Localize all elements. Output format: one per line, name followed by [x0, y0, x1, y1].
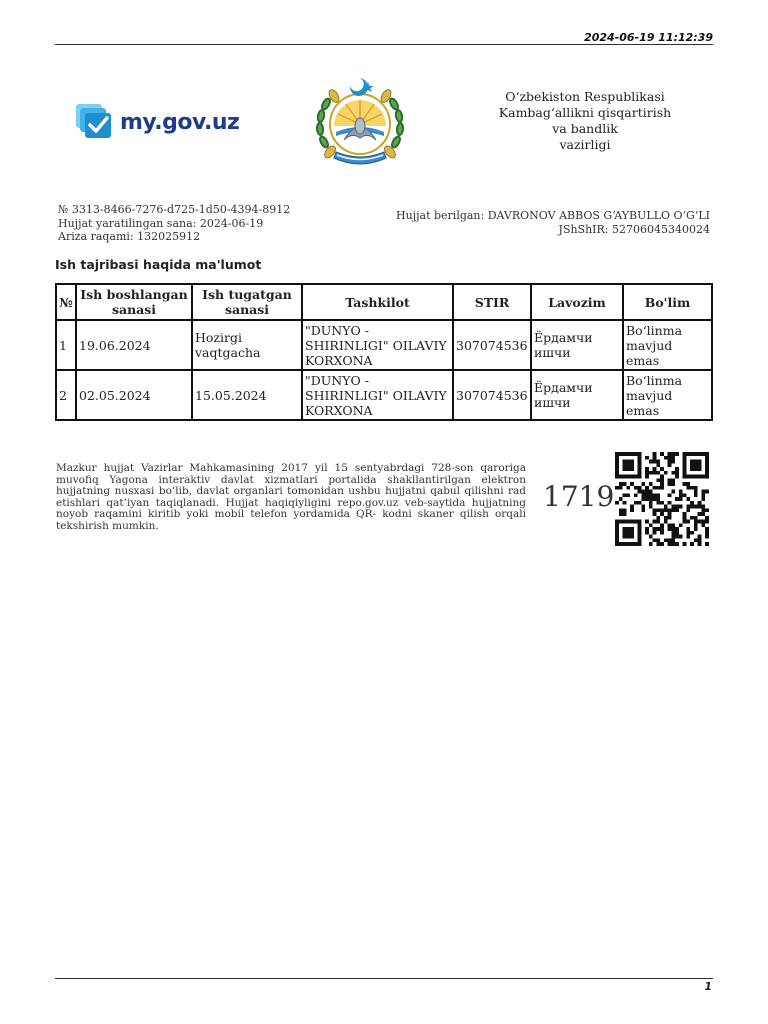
- logo-text: my.gov.uz: [120, 109, 240, 135]
- qr-code-icon: [612, 452, 712, 546]
- table-cell: 1: [56, 320, 76, 370]
- issued-to: Hujjat berilgan: DAVRONOV ABBOS G‘AYBULLO O‘G‘LI: [396, 209, 710, 222]
- table-cell: "DUNYO - SHIRINLIGI" OILAVIY KORXONA: [302, 370, 453, 420]
- table-row: [56, 320, 712, 370]
- column-header: №: [56, 284, 76, 320]
- ministry-line: vazirligi: [559, 137, 611, 152]
- document-number: № 3313-8466-7276-d725-1d50-4394-8912: [58, 203, 291, 216]
- qr-code[interactable]: [612, 452, 712, 550]
- ministry-name: [480, 89, 690, 153]
- verification-code: 1719: [543, 480, 615, 513]
- table-cell: 2: [56, 370, 76, 420]
- table-cell: "DUNYO - SHIRINLIGI" OILAVIY KORXONA: [302, 320, 453, 370]
- table-cell: 19.06.2024: [76, 320, 192, 370]
- section-title: Ish tajribasi haqida ma'lumot: [55, 257, 262, 272]
- created-date: Hujjat yaratilingan sana: 2024-06-19: [58, 216, 264, 230]
- page-number: 1: [704, 980, 712, 993]
- table-row: [56, 370, 712, 420]
- ministry-line: va bandlik: [552, 121, 618, 136]
- column-header: Tashkilot: [302, 284, 453, 320]
- table-cell: 15.05.2024: [192, 370, 302, 420]
- work-experience-table: [55, 283, 713, 421]
- table-cell: 307074536: [453, 320, 531, 370]
- table-cell: Bo‘linma mavjud emas: [623, 320, 712, 370]
- table-cell: 307074536: [453, 370, 531, 420]
- table-cell: Hozirgi vaqtgacha: [192, 320, 302, 370]
- document-meta: [58, 203, 290, 244]
- application-number: Ariza raqami: 132025912: [58, 230, 201, 243]
- mygov-check-icon: [76, 104, 114, 140]
- document-timestamp: 2024-06-19 11:12:39: [584, 31, 713, 44]
- column-header: STIR: [453, 284, 531, 320]
- recipient-meta: [396, 209, 710, 236]
- state-emblem: [310, 74, 410, 174]
- ministry-line: O‘zbekiston Respublikasi: [505, 89, 665, 104]
- column-header: Ish boshlangan sanasi: [76, 284, 192, 320]
- ministry-line: Kambag‘allikni qisqartirish: [498, 105, 672, 120]
- legal-notice: Mazkur hujjat Vazirlar Mahkamasining 2017 yil 15 sentyabrdagi 728-son qaroriga muvofiq Yagona interaktiv davlat xizmatlari portalida shakllantirilgan elektron hujjatning nusxasi bo‘lib, davlat organlari tomonidan ushbu hujjatni qabul qilishni rad etishlari qat’iyan taqiqlanadi. Hujjat haqiqiyligini repo.gov.uz veb-saytida hujjatning noyob raqamini kiritib yoki mobil telefon yordamida QR- kodni skaner qilish orqali tekshirish mumkin.: [56, 462, 526, 532]
- footer-divider: [55, 978, 713, 979]
- table-cell: Ёрдамчи ишчи: [531, 320, 623, 370]
- column-header: Bo'lim: [623, 284, 712, 320]
- column-header: Ish tugatgan sanasi: [192, 284, 302, 320]
- table-cell: 02.05.2024: [76, 370, 192, 420]
- table-header-row: [56, 284, 712, 320]
- jshshir: JShShIR: 52706045340024: [558, 222, 710, 236]
- mygov-logo: [76, 104, 239, 140]
- header-divider: [55, 44, 713, 45]
- emblem-icon: [310, 74, 410, 170]
- column-header: Lavozim: [531, 284, 623, 320]
- table-cell: Bo‘linma mavjud emas: [623, 370, 712, 420]
- table-cell: Ёрдамчи ишчи: [531, 370, 623, 420]
